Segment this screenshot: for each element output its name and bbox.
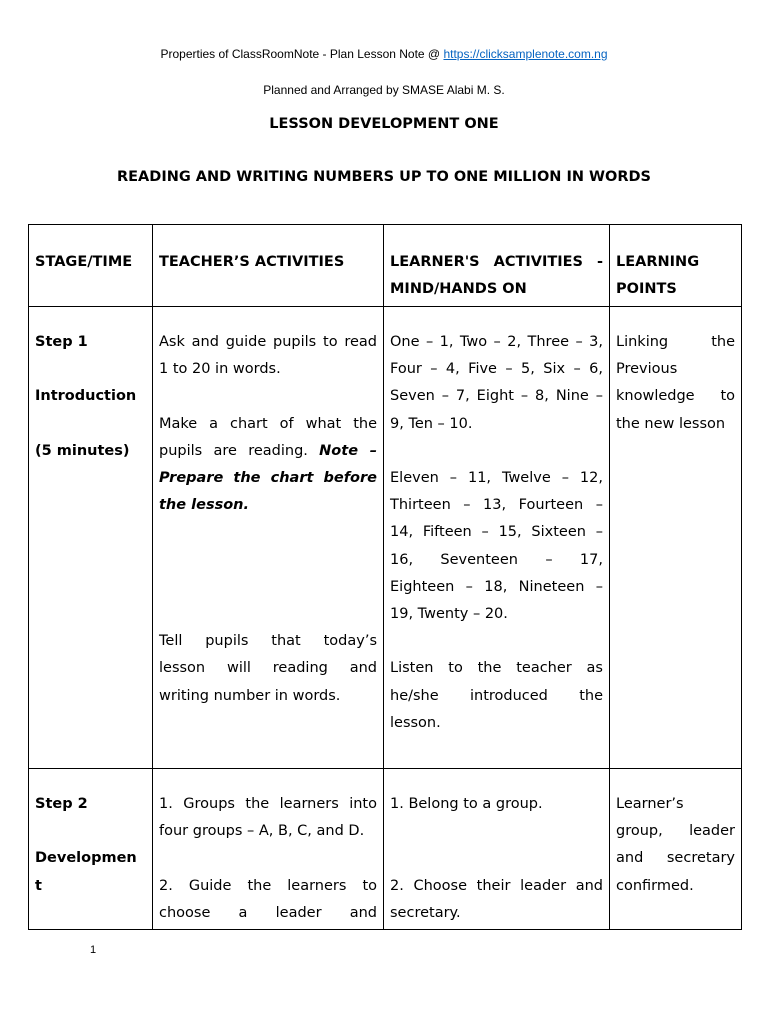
row2-learner-cell: 1. Belong to a group. 2. Choose their leader and secretary.: [384, 769, 610, 930]
row2-stage-cell: Step 2 Developmen t: [29, 769, 153, 930]
row1-teacher-cell: Ask and guide pupils to read 1 to 20 in words. Make a chart of what the pupils are reading. Note – Prepare the chart before the lesson. Tell pupils that today’s lesson will reading and writing number in words.: [153, 307, 384, 769]
row1-learner-cell: One – 1, Two – 2, Three – 3, Four – 4, Five – 5, Six – 6, Seven – 7, Eight – 8, Nine – 9, Ten – 10. Eleven – 11, Twelve – 12, Thirteen – 13, Fourteen – 14, Fifteen – 15, Sixteen – 16, Seventeen – 17, Eighteen – 18, Nineteen – 19, Twenty – 20. Listen to the teacher as he/she introduced the lesson.: [384, 307, 610, 769]
header-line-1: [0, 47, 768, 61]
row2-teacher-cell: 1. Groups the learners into four groups – A, B, C, and D. 2. Guide the learners to choose a leader and: [153, 769, 384, 930]
table-row: [29, 769, 742, 930]
header-learner-cell: LEARNER'S ACTIVITIES - MIND/HANDS ON: [384, 225, 610, 307]
lesson-title: LESSON DEVELOPMENT ONE: [269, 116, 499, 132]
lesson-table: [28, 224, 742, 930]
header-teacher-cell: TEACHER’S ACTIVITIES: [153, 225, 384, 307]
website-link[interactable]: https://clicksamplenote.com.ng: [443, 47, 608, 61]
row1-stage-cell: Step 1 Introduction (5 minutes): [29, 307, 153, 769]
row1-points-cell: Linking the Previous knowledge to the new lesson: [610, 307, 742, 769]
table-row: [29, 307, 742, 769]
table-header-row: [29, 225, 742, 307]
header-prefix: Properties of ClassRoomNote - Plan Lesson Note @: [160, 47, 444, 61]
header-stage-cell: STAGE/TIME: [29, 225, 153, 307]
lesson-subtitle: READING AND WRITING NUMBERS UP TO ONE MILLION IN WORDS: [116, 169, 651, 185]
row2-points-cell: Learner’s group, leader and secretary confirmed.: [610, 769, 742, 930]
page-number: 1: [90, 944, 97, 956]
header-points-cell: LEARNING POINTS: [610, 225, 742, 307]
header-line-2: Planned and Arranged by SMASE Alabi M. S.: [263, 83, 505, 97]
